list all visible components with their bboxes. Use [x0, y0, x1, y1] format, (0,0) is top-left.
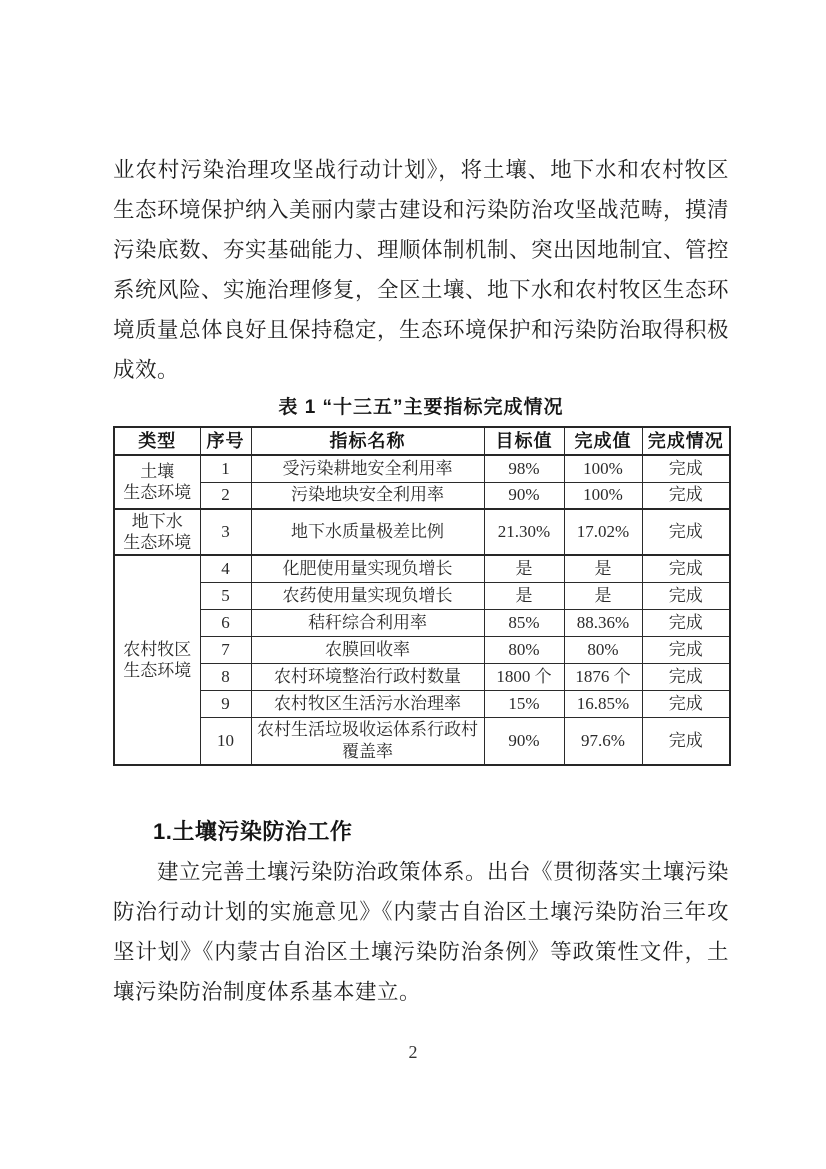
table-header-row: [114, 427, 730, 455]
cell-status: 完成: [642, 555, 730, 582]
cell-indicator: 受污染耕地安全利用率: [251, 455, 484, 482]
cell-no: 6: [200, 609, 251, 636]
cell-target: 21.30%: [484, 509, 564, 555]
cell-status: 完成: [642, 582, 730, 609]
table-row: [114, 555, 730, 582]
cell-indicator: 农村环境整治行政村数量: [251, 663, 484, 690]
cell-target: 90%: [484, 717, 564, 765]
cell-actual: 是: [564, 555, 642, 582]
type-line: 生态环境: [123, 533, 192, 552]
cell-status: 完成: [642, 636, 730, 663]
paragraph-continuation: [113, 150, 729, 390]
table-row: [114, 455, 730, 482]
body-text-line: 成效。: [113, 358, 180, 382]
cell-status: 完成: [642, 717, 730, 765]
cell-target: 90%: [484, 482, 564, 509]
cell-actual: 是: [564, 582, 642, 609]
body-text-line: 防治行动计划的实施意见》《内蒙古自治区土壤污染防治三年攻: [113, 900, 729, 924]
table-row: [114, 509, 730, 555]
table-row: [114, 582, 730, 609]
body-text-line: 壤污染防治制度体系基本建立。: [113, 980, 422, 1004]
cell-no: 8: [200, 663, 251, 690]
cell-target: 80%: [484, 636, 564, 663]
cell-no: 2: [200, 482, 251, 509]
cell-status: 完成: [642, 609, 730, 636]
body-text-line: 境质量总体良好且保持稳定，生态环境保护和污染防治取得积极: [113, 318, 730, 342]
cell-actual: 17.02%: [564, 509, 642, 555]
type-line: 农村牧区: [123, 640, 192, 659]
table-row: [114, 636, 730, 663]
cell-actual: 1876 个: [564, 663, 642, 690]
cell-actual: 100%: [564, 482, 642, 509]
body-text-line: 生态环境保护纳入美丽内蒙古建设和污染防治攻坚战范畴，摸清: [113, 198, 730, 222]
table-row: [114, 609, 730, 636]
header-indicator: 指标名称: [251, 427, 484, 455]
cell-target: 1800 个: [484, 663, 564, 690]
cell-target: 98%: [484, 455, 564, 482]
page-number: 2: [408, 1042, 418, 1062]
page-content: [113, 150, 729, 1012]
type-cell-groundwater: [114, 509, 200, 555]
header-actual: 完成值: [564, 427, 642, 455]
body-text-line: 系统风险、实施治理修复，全区土壤、地下水和农村牧区生态环: [113, 278, 730, 302]
cell-target: 85%: [484, 609, 564, 636]
cell-target: 是: [484, 555, 564, 582]
body-text-line: 业农村污染治理攻坚战行动计划》，将土壤、地下水和农村牧区: [113, 158, 729, 182]
cell-status: 完成: [642, 690, 730, 717]
type-line: 地下水: [131, 512, 183, 531]
type-line: 生态环境: [123, 661, 192, 680]
type-cell-soil: [114, 455, 200, 509]
table-row: [114, 482, 730, 509]
body-text-line: 坚计划》《内蒙古自治区土壤污染防治条例》等政策性文件，土: [113, 940, 729, 964]
header-target: 目标值: [484, 427, 564, 455]
indicators-table: [113, 426, 731, 766]
cell-indicator: 秸秆综合利用率: [251, 609, 484, 636]
cell-indicator: 农村牧区生活污水治理率: [251, 690, 484, 717]
cell-no: 4: [200, 555, 251, 582]
table-row: [114, 717, 730, 765]
type-line: 土壤: [140, 462, 175, 481]
header-status: 完成情况: [642, 427, 730, 455]
cell-no: 9: [200, 690, 251, 717]
cell-actual: 97.6%: [564, 717, 642, 765]
table-row: [114, 663, 730, 690]
header-type: 类型: [114, 427, 200, 455]
cell-target: 是: [484, 582, 564, 609]
cell-no: 10: [200, 717, 251, 765]
header-no: 序号: [200, 427, 251, 455]
cell-no: 3: [200, 509, 251, 555]
cell-status: 完成: [642, 482, 730, 509]
cell-actual: 80%: [564, 636, 642, 663]
cell-status: 完成: [642, 663, 730, 690]
type-cell-rural: [114, 555, 200, 765]
table-row: [114, 690, 730, 717]
cell-indicator: 农药使用量实现负增长: [251, 582, 484, 609]
cell-target: 15%: [484, 690, 564, 717]
cell-no: 7: [200, 636, 251, 663]
cell-indicator: 农膜回收率: [251, 636, 484, 663]
body-text-line: 建立完善土壤污染防治政策体系。出台《贯彻落实土壤污染: [157, 860, 730, 884]
cell-indicator: 污染地块安全利用率: [251, 482, 484, 509]
cell-actual: 88.36%: [564, 609, 642, 636]
cell-actual: 100%: [564, 455, 642, 482]
cell-status: 完成: [642, 455, 730, 482]
type-line: 生态环境: [123, 483, 192, 502]
cell-indicator: 农村生活垃圾收运体系行政村覆盖率: [251, 717, 484, 765]
cell-status: 完成: [642, 509, 730, 555]
paragraph-soil-policy: [113, 852, 729, 1012]
cell-no: 5: [200, 582, 251, 609]
cell-actual: 16.85%: [564, 690, 642, 717]
cell-no: 1: [200, 455, 251, 482]
body-text-line: 污染底数、夯实基础能力、理顺体制机制、突出因地制宜、管控: [113, 238, 730, 262]
table-title: 表 1 “十三五”主要指标完成情况: [278, 397, 564, 418]
cell-indicator: 化肥使用量实现负增长: [251, 555, 484, 582]
cell-indicator: 地下水质量极差比例: [251, 509, 484, 555]
section-heading: 1.土壤污染防治工作: [153, 819, 353, 844]
